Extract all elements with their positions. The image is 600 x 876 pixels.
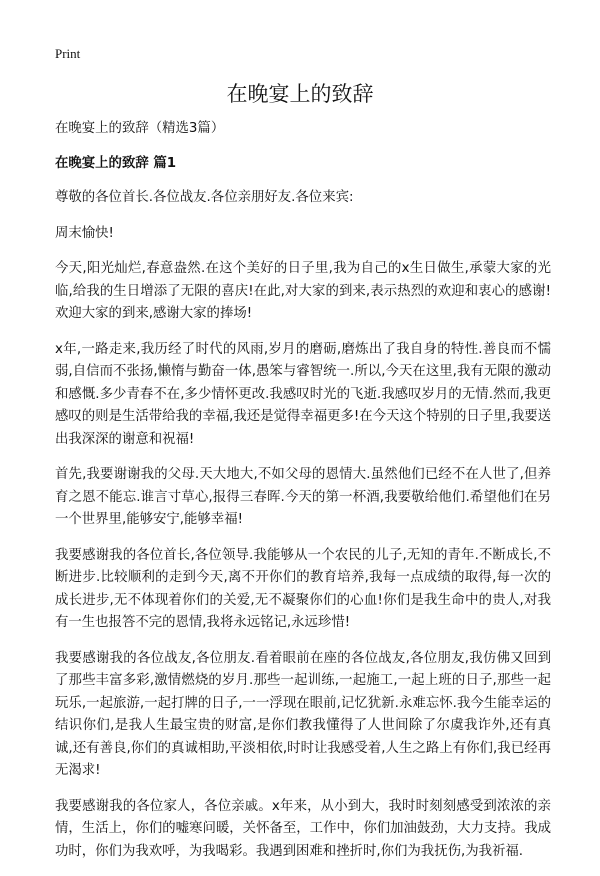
body-paragraph: 我要感谢我的各位首长,各位领导.我能够从一个农民的儿子,无知的青年.不断成长,不断进步.比较顺利的走到今天,离不开你们的教育培养,我每一点成绩的取得,每一次的成长进步,无不体现着你们的关爱,无不凝聚你们的心血!你们是我生命中的贵人,对我有一生也报答不完的恩情,我将永远铭记,永远珍惜! [55,547,551,630]
body-paragraph: 我要感谢我的各位战友,各位朋友.看着眼前在座的各位战友,各位朋友,我仿佛又回到了那些丰富多彩,激情燃烧的岁月.那些一起训练,一起施工,一起上班的日子,那些一起玩乐,一起旅游,一起打牌的日子,一一浮现在眼前,记忆犹新.永难忘怀.我今生能幸运的结识你们,是我人生最宝贵的财富,是你们教我懂得了人世间除了尔虞我诈外,还有真诚,还有善良,你们的真诚相助,平淡相依,时时让我感受着,人生之路上有你们,我已经再无渴求! [55,650,551,778]
body-paragraph: 首先,我要谢谢我的父母.天大地大,不如父母的恩情大.虽然他们已经不在人世了,但养育之恩不能忘.谁言寸草心,报得三春晖.今天的第一杯酒,我要敬给他们.希望他们在另一个世界里,能够安宁,能够幸福! [55,467,551,527]
body-paragraph: x年,一路走来,我历经了时代的风雨,岁月的磨砺,磨炼出了我自身的特性.善良而不懦弱,自信而不张扬,懒惰与勤奋一体,愚笨与睿智统一.所以,今天在这里,我有无限的激动和感慨.多少青春不在,多少情怀更改.我感叹时光的飞逝.我感叹岁月的无情.然而,我更感叹的则是生活带给我的幸福,我还是觉得幸福更多!在今天这个特别的日子里,我要送出我深深的谢意和祝福! [55,341,551,447]
body-paragraph: 我要感谢我的各位家人，各位亲戚。x年来，从小到大，我时时刻刻感受到浓浓的亲情，生活上，你们的嘘寒问暖，关怀备至，工作中，你们加油鼓劲，大力支持。我成功时，你们为我欢呼，为我喝彩。我遇到困难和挫折时,你们为我抚伤,为我祈福. [55,798,551,859]
greeting-paragraph: 周末愉快! [55,225,114,241]
print-label: Print [55,46,81,61]
document-title: 在晚宴上的致辞 [226,82,374,106]
body-paragraph: 今天,阳光灿烂,春意盎然.在这个美好的日子里,我为自己的x生日做生,承蒙大家的光临,给我的生日增添了无限的喜庆!在此,对大家的到来,表示热烈的欢迎和衷心的感谢!欢迎大家的到来,感谢大家的捧场! [55,261,551,321]
section-heading: 在晚宴上的致辞 篇1 [55,155,177,171]
salutation-paragraph: 尊敬的各位首长.各位战友.各位亲朋好友.各位来宾: [55,190,354,205]
document-body [55,118,551,876]
document-subtitle: 在晚宴上的致辞（精选3篇） [55,121,225,136]
